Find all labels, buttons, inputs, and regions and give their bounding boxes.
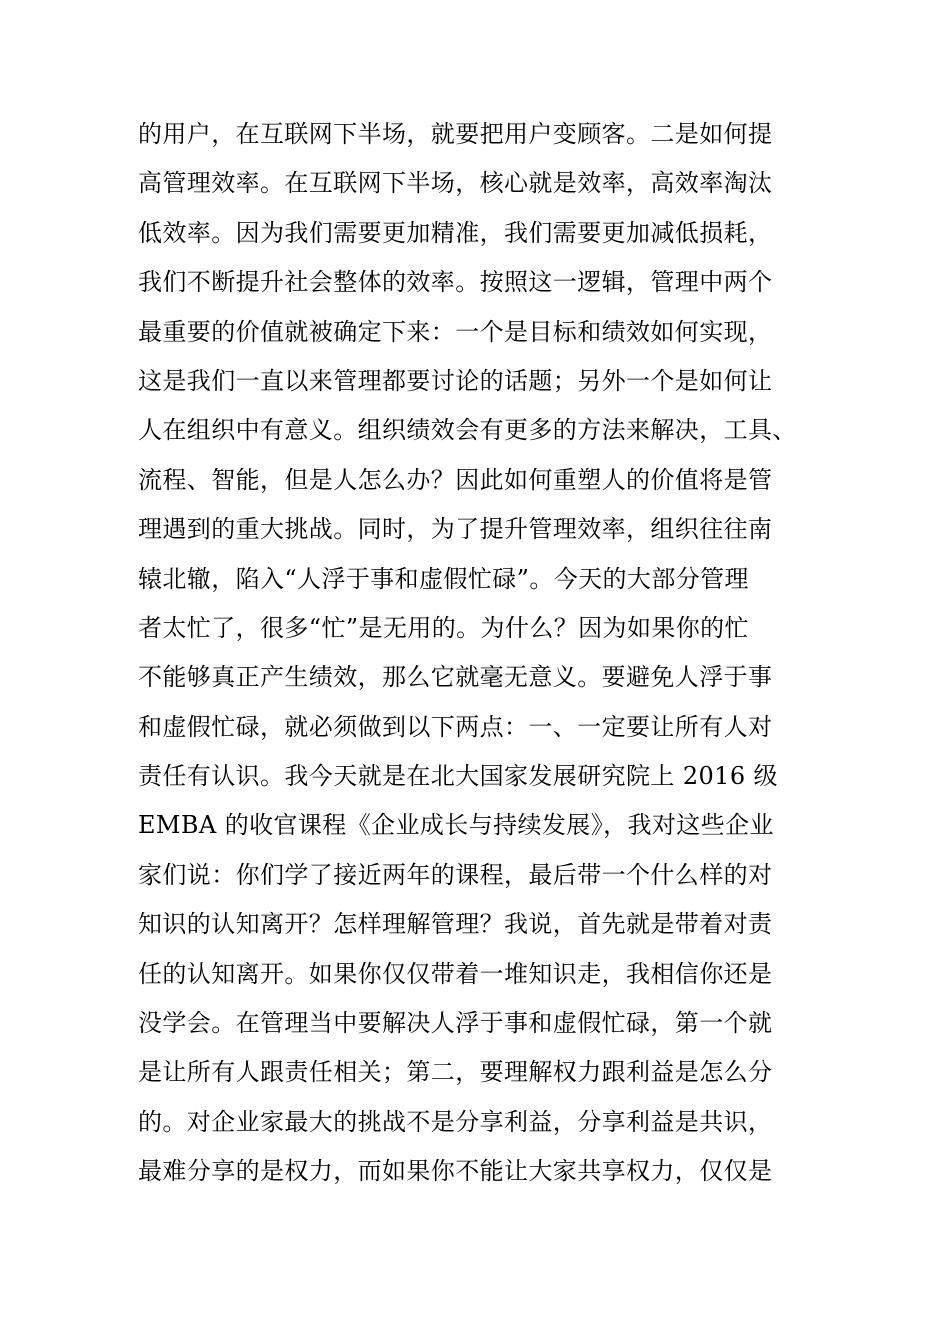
text-line: 家们说：你们学了接近两年的课程，最后带一个什么样的对: [138, 860, 773, 889]
text-line: 流程、智能，但是人怎么办？因此如何重塑人的价值将是管: [138, 465, 773, 494]
text-line: 最难分享的是权力，而如果你不能让大家共享权力，仅仅是: [138, 1157, 773, 1186]
text-line: 者太忙了，很多“忙”是无用的。为什么？因为如果你的忙: [138, 613, 749, 642]
text-line: 的用户，在互联网下半场，就要把用户变顾客。二是如何提: [138, 120, 773, 148]
text-line: 是让所有人跟责任相关；第二，要理解权力跟利益是怎么分: [138, 1058, 773, 1087]
text-line: 知识的认知离开？怎样理解管理？我说，首先就是带着对责: [138, 910, 773, 939]
text-line: 高管理效率。在互联网下半场，核心就是效率，高效率淘汰: [138, 169, 773, 198]
text-line: 和虚假忙碌，就必须做到以下两点：一、一定要让所有人对: [138, 712, 773, 741]
text-line: 的。对企业家最大的挑战不是分享利益，分享利益是共识，: [138, 1107, 773, 1136]
text-line: 最重要的价值就被确定下来：一个是目标和绩效如何实现，: [138, 317, 773, 346]
text-line: EMBA 的收官课程《企业成长与持续发展》，我对这些企业: [138, 811, 774, 840]
text-line: 这是我们一直以来管理都要讨论的话题；另外一个是如何让: [138, 366, 773, 395]
text-line: 低效率。因为我们需要更加精准，我们需要更加减低损耗，: [138, 218, 773, 247]
text-line: 辕北辙，陷入“人浮于事和虚假忙碌”。今天的大部分管理: [138, 564, 749, 593]
text-line: 理遇到的重大挑战。同时，为了提升管理效率，组织往往南: [138, 515, 773, 544]
text-line: 没学会。在管理当中要解决人浮于事和虚假忙碌，第一个就: [138, 1009, 773, 1038]
text-line: 责任有认识。我今天就是在北大国家发展研究院上 2016 级: [138, 762, 778, 791]
text-line: 任的认知离开。如果你仅仅带着一堆知识走，我相信你还是: [138, 959, 773, 988]
text-line: 不能够真正产生绩效，那么它就毫无意义。要避免人浮于事: [138, 663, 773, 692]
text-line: 我们不断提升社会整体的效率。按照这一逻辑，管理中两个: [138, 268, 773, 297]
body-text: [138, 110, 828, 1197]
text-line: 人在组织中有意义。组织绩效会有更多的方法来解决，工具、: [138, 416, 797, 445]
